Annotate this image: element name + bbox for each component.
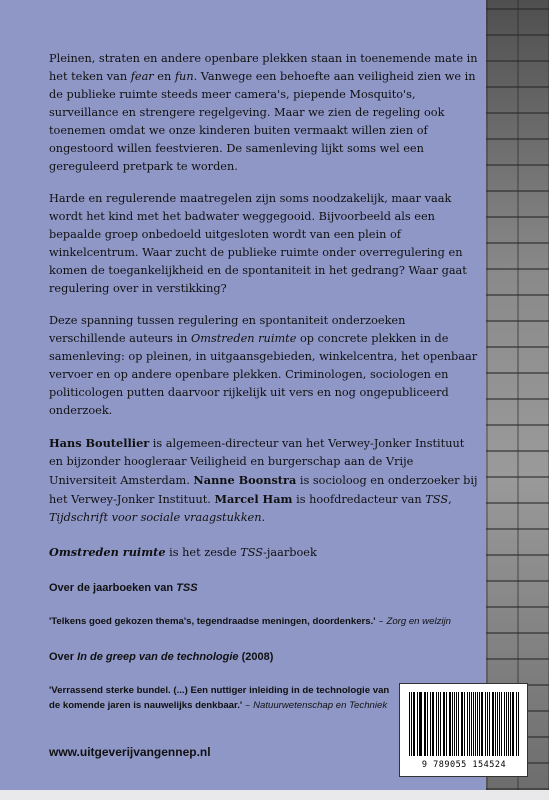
author-name: Nanne Boonstra	[193, 473, 297, 487]
barcode-bar	[467, 692, 468, 756]
paragraph-regulation: Harde en regulerende maatregelen zijn soms noodzakelijk, maar vaak wordt het kind met het badwater weggegooid. Bijvoorbeeld als een bepaalde groep onbedoeld uitgesloten wordt van een plein of winkelcentrum. Waar zucht de publieke ruimte onder overregulering en komen de toegankelijkheid en de spontaniteit in het gedrang? Waar gaat regulering over in verstikking?	[49, 192, 467, 295]
yearbook-note: Omstreden ruimte is het zesde TSS-jaarboek	[49, 545, 317, 559]
paragraph-research: Deze spanning tussen regulering en spontaniteit onderzoeken verschillende auteurs in Omstreden ruimte op concrete plekken in de samenleving: op pleinen, in uitgaansgebieden, winkelcentra, het openbaar vervoer en op andere openbare plekken. Criminologen, sociologen en politicologen putten daarvoor rijkelijk uit vers en nog ongepubliceerd onderzoek.	[49, 314, 478, 417]
blurb-content	[49, 50, 479, 713]
barcode-bar	[499, 692, 500, 756]
barcode-bar	[436, 692, 437, 756]
barcode-bar	[438, 692, 439, 756]
barcode-bar	[462, 692, 463, 756]
barcode-bar	[497, 692, 498, 756]
barcode-bar	[427, 692, 428, 756]
review-quote-2: 'Verrassend sterke bundel. (...) Een nuttiger inleiding in de technologie van de komende jaren is nauwelijks denkbaar.' – Natuurwetenschap en Techniek	[49, 685, 390, 711]
publisher-website: www.uitgeverijvangennep.nl	[49, 745, 211, 759]
barcode-bar	[513, 692, 514, 756]
review-quote-1: 'Telkens goed gekozen thema's, tegendraadse meningen, doordenkers.' – Zorg en welzijn	[49, 616, 451, 627]
barcode-bar	[454, 692, 455, 756]
paragraph-intro: Pleinen, straten en andere openbare plekken staan in toenemende mate in het teken van fear en fun. Vanwege een behoefte aan veiligheid zien we in de publieke ruimte steeds meer camera's, piepende Mosquito's, surveillance en strengere regelgeving. Maar we zien de regeling ook toenemen omdat we onze kinderen buiten vermaakt willen zien of ongestoord willen feestvieren. De samenleving lijkt soms wel een gereguleerd pretpark te worden.	[49, 52, 478, 173]
barcode-bar	[425, 692, 426, 756]
stone-wall-photo-strip	[486, 0, 549, 790]
section-heading-technology: Over In de greep van de technologie (2008)	[49, 651, 274, 663]
barcode-bar	[487, 692, 488, 756]
author-name: Hans Boutellier	[49, 436, 150, 450]
barcode-number: 9 789055 154524	[421, 760, 507, 770]
barcode-bar	[482, 692, 483, 756]
isbn-barcode	[399, 683, 528, 777]
author-name: Marcel Ham	[214, 492, 293, 506]
barcode-bars	[409, 692, 519, 756]
barcode-bar	[456, 692, 457, 756]
barcode-bar	[504, 692, 505, 756]
barcode-bar	[444, 692, 445, 756]
author-bios: Hans Boutellier is algemeen-directeur van het Verwey-Jonker Instituut en bijzonder hoogleraar Veiligheid en burgerschap aan de Vrije Universiteit Amsterdam. Nanne Boonstra is socioloog en onderzoeker bij het Verwey-Jonker Instituut. Marcel Ham is hoofdredacteur van TSS, Tijdschrift voor sociale vraagstukken.	[49, 436, 478, 524]
barcode-bar	[414, 692, 415, 756]
section-heading-yearbooks: Over de jaarboeken van TSS	[49, 582, 198, 594]
barcode-bar	[489, 692, 490, 756]
barcode-bar	[473, 692, 474, 756]
barcode-bar	[420, 692, 421, 756]
